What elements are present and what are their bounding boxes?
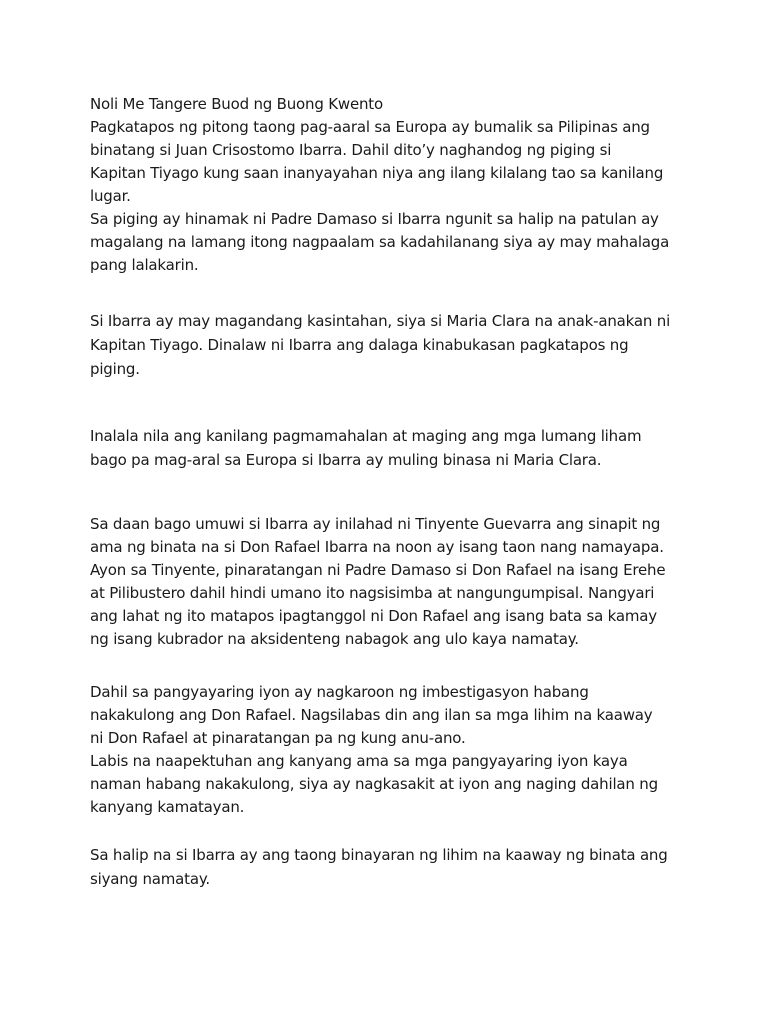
text-line: lugar. xyxy=(90,187,131,205)
text-line: Inalala nila ang kanilang pagmamahalan at maging ang mga lumang liham xyxy=(90,427,642,445)
text-line: pang lalakarin. xyxy=(90,256,199,274)
text-line: ang lahat ng ito matapos ipagtanggol ni Don Rafael ang isang bata sa kamay xyxy=(90,607,657,625)
paragraph-6 xyxy=(90,843,710,891)
paragraph-5 xyxy=(90,681,710,819)
text-line: magalang na lamang itong nagpaalam sa kadahilanang siya ay may mahalaga xyxy=(90,233,670,251)
paragraph-1 xyxy=(90,93,710,277)
paragraph-3 xyxy=(90,424,710,472)
text-line: nakakulong ang Don Rafael. Nagsilabas din ang ilan sa mga lihim na kaaway xyxy=(90,706,653,724)
text-line: siyang namatay. xyxy=(90,870,210,888)
text-line: Kapitan Tiyago. Dinalaw ni Ibarra ang dalaga kinabukasan pagkatapos ng xyxy=(90,336,629,354)
paragraph-2 xyxy=(90,309,710,381)
document-title: Noli Me Tangere Buod ng Buong Kwento xyxy=(90,95,383,113)
text-line: ni Don Rafael at pinaratangan pa ng kung anu-ano. xyxy=(90,729,466,747)
text-line: Ayon sa Tinyente, pinaratangan ni Padre Damaso si Don Rafael na isang Erehe xyxy=(90,561,666,579)
text-line: binatang si Juan Crisostomo Ibarra. Dahil dito’y naghandog ng piging si xyxy=(90,141,612,159)
text-line: Sa piging ay hinamak ni Padre Damaso si Ibarra ngunit sa halip na patulan ay xyxy=(90,210,659,228)
text-line: Sa daan bago umuwi si Ibarra ay inilahad ni Tinyente Guevarra ang sinapit ng xyxy=(90,515,661,533)
text-line: Dahil sa pangyayaring iyon ay nagkaroon ng imbestigasyon habang xyxy=(90,683,589,701)
text-line: naman habang nakakulong, siya ay nagkasakit at iyon ang naging dahilan ng xyxy=(90,775,658,793)
paragraph-4 xyxy=(90,513,710,651)
text-line: kanyang kamatayan. xyxy=(90,798,245,816)
text-line: ama ng binata na si Don Rafael Ibarra na noon ay isang taon nang namayapa. xyxy=(90,538,664,556)
text-line: Kapitan Tiyago kung saan inanyayahan niya ang ilang kilalang tao sa kanilang xyxy=(90,164,664,182)
text-line: Si Ibarra ay may magandang kasintahan, siya si Maria Clara na anak-anakan ni xyxy=(90,312,671,330)
text-line: at Pilibustero dahil hindi umano ito nagsisimba at nangungumpisal. Nangyari xyxy=(90,584,655,602)
text-line: Pagkatapos ng pitong taong pag-aaral sa Europa ay bumalik sa Pilipinas ang xyxy=(90,118,650,136)
text-line: piging. xyxy=(90,360,140,378)
text-line: bago pa mag-aral sa Europa si Ibarra ay muling binasa ni Maria Clara. xyxy=(90,451,602,469)
text-line: Sa halip na si Ibarra ay ang taong binayaran ng lihim na kaaway ng binata ang xyxy=(90,846,668,864)
text-line: Labis na naapektuhan ang kanyang ama sa mga pangyayaring iyon kaya xyxy=(90,752,628,770)
text-line: ng isang kubrador na aksidenteng nabagok ang ulo kaya namatay. xyxy=(90,630,579,648)
